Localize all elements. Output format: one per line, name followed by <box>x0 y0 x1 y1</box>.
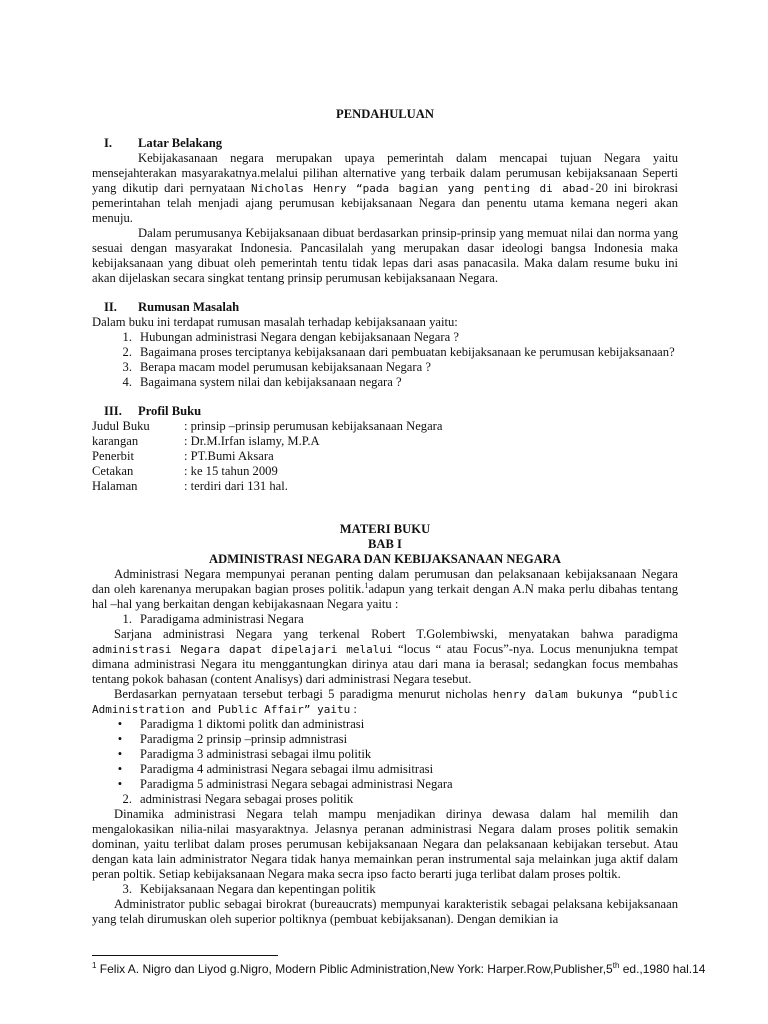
paragraph: Berdasarkan pernyataan tersebut terbagi 5 paradigma menurut nicholas henry dalam bukunya “public Administration and Public Affair” yaitu : <box>92 687 678 716</box>
book-profile <box>92 419 678 494</box>
list-item: • Paradigma 4 administrasi Negara sebagai ilmu admisitrasi <box>117 762 434 776</box>
paragraph: Administrasi Negara mempunyai peranan penting dalam perumusan dan pelaksanaan kebijaksanaan Negara dan oleh karenanya merupakan bagian proses politik.$^1$adapun yang terkait dengan A.N maka perlu dibahas tentang hal –hal yang berkaitan dengan kebijakasnaan Negara yaitu : <box>92 567 678 611</box>
section-number: II. <box>104 300 117 314</box>
list-item: • Paradigma 1 diktomi politk dan administrasi <box>117 717 365 731</box>
chapter-heading: MATERI BUKU <box>339 522 431 536</box>
problem-list <box>92 330 678 390</box>
footnote-separator <box>92 955 278 956</box>
profile-row: Halaman : terdiri dari 131 hal. <box>92 479 288 493</box>
chapter-number: BAB I <box>368 537 402 551</box>
numbered-item: 3. Kebijaksanaan Negara dan kepentingan politik <box>122 882 376 896</box>
numbered-item: 1. Paradigama administrasi Negara <box>122 612 304 626</box>
profile-row: karangan : Dr.M.Irfan islamy, M.P.A <box>92 434 320 448</box>
paradigm-list <box>92 717 678 792</box>
section-title: Profil Buku <box>138 404 202 418</box>
list-item: 2. Bagaimana proses terciptanya kebijaksanaan dari pembuatan kebijaksanaan ke perumusan kebijaksanaan? <box>122 345 675 359</box>
list-item: • Paradigma 3 administrasi sebagai ilmu politik <box>117 747 372 761</box>
section-1-heading <box>92 136 678 151</box>
section-3-heading <box>92 404 678 419</box>
paragraph: Dalam buku ini terdapat rumusan masalah terhadap kebijaksanaan yaitu: <box>92 315 458 329</box>
profile-row: Cetakan : ke 15 tahun 2009 <box>92 464 278 478</box>
document-body <box>92 107 678 927</box>
list-item: 1. Hubungan administrasi Negara dengan kebijaksanaan Negara ? <box>122 330 459 344</box>
section-number: I. <box>104 136 113 150</box>
paragraph <box>92 151 678 226</box>
footnote: $^1$ Felix A. Nigro dan Liyod g.Nigro, Modern Piblic Administration,New York: Harper.Row,Publisher,5th ed.,1980 hal.14 <box>92 961 706 976</box>
handwritten-text: henry dalam bukunya “public Administration and Public Affair” yaitu <box>92 688 678 716</box>
text-run: Kebijakasanaan negara merupakan upaya pemerintah dalam mencapai tujuan Negara yaitu mensejahterakan masyarakatnya.melalui pilihan alternative yang terbaik dalam perumusan kebijaksanaan Seperti yang dikutip dari pernyataan <box>92 151 678 195</box>
paragraph: Dinamika administrasi Negara telah mampu menjadikan dirinya dewasa dalam hal memilih dan mengalokasikan nilia-nilai masyaraktnya. Jelasnya peranan administrasi Negara dalam proses politik semakin dominan, yaitu terlibat dalam proses perumusan kebijaksanaan Negara dan pelaksanaan kebijakan tersebut. Atau dengan kata lain administrator Negara tidak hanya memainkan peran instrumental saja melainkan juga aktif dalam peran poltik. Setiap kebijaksanaan Negara maka secra ipso facto berarti juga terlibat dalam proses poltik. <box>92 807 678 881</box>
list-item: • Paradigma 5 administrasi Negara sebagai administrasi Negara <box>117 777 453 791</box>
paragraph: Dalam perumusanya Kebijaksanaan dibuat berdasarkan prinsip-prinsip yang memuat nilai dan norma yang sesuai dengan masyarakat Indonesia. Pancasilalah yang merupakan dasar ideologi bangsa Indonesia maka kebijaksanaan yang dibuat oleh pemerintah tentu tidak lepas dari asas panacasila. Maka dalam resume buku ini akan dijelaskan secara singkat tentang prinsip perumusan kebijaksanaan Negara. <box>92 226 678 285</box>
section-title: Latar Belakang <box>138 136 223 150</box>
page-title: PENDAHULUAN <box>336 107 434 121</box>
section-title: Rumusan Masalah <box>138 300 240 314</box>
paragraph: Administrator public sebagai birokrat (bureaucrats) mempunyai karakteristik sebagai pelaksana kebijaksanaan yang telah dirumuskan oleh superior poltiknya (pembuat kebijaksanan). Dengan demikian ia <box>92 897 678 926</box>
section-number: III. <box>104 404 122 418</box>
numbered-item: 2. administrasi Negara sebagai proses politik <box>122 792 354 806</box>
footnote-ref: 1 <box>364 580 369 590</box>
footnote-number: 1 <box>92 961 97 970</box>
profile-row: Judul Buku : prinsip –prinsip perumusan kebijaksanaan Negara <box>92 419 443 433</box>
list-item: 3. Berapa macam model perumusan kebijaksanaan Negara ? <box>122 360 431 374</box>
section-2-heading <box>92 300 678 315</box>
paragraph: Sarjana administrasi Negara yang terkenal Robert T.Golembiwski, menyatakan bahwa paradigma administrasi Negara dapat dipelajari melalui “locus “ atau Focus”-nya. Locus menunjukna tempat dimana administrasi Negara itu menggantungkan dirinya atau dari mana ia berasal; sedangkan focus membahas tentang pokok bahasan (content Analisys) dari administrasi Negara tesebut. <box>92 627 678 686</box>
handwritten-text: administrasi Negara dapat dipelajari melalui <box>92 643 393 656</box>
profile-row: Penerbit : PT.Bumi Aksara <box>92 449 274 463</box>
chapter-title: ADMINISTRASI NEGARA DAN KEBIJAKSANAAN NEGARA <box>209 552 561 566</box>
list-item: • Paradigma 2 prinsip –prinsip admnistrasi <box>117 732 348 746</box>
list-item: 4. Bagaimana system nilai dan kebijaksanaan negara ? <box>122 375 402 389</box>
text-run: 20 ini birokrasi pemerintahan telah menjadi ajang perumusan kebijaksanaan Negara dan penentu utama kemana negeri akan menuju. <box>92 181 678 225</box>
handwritten-text: Nicholas Henry “pada bagian yang penting di abad- <box>250 182 596 195</box>
